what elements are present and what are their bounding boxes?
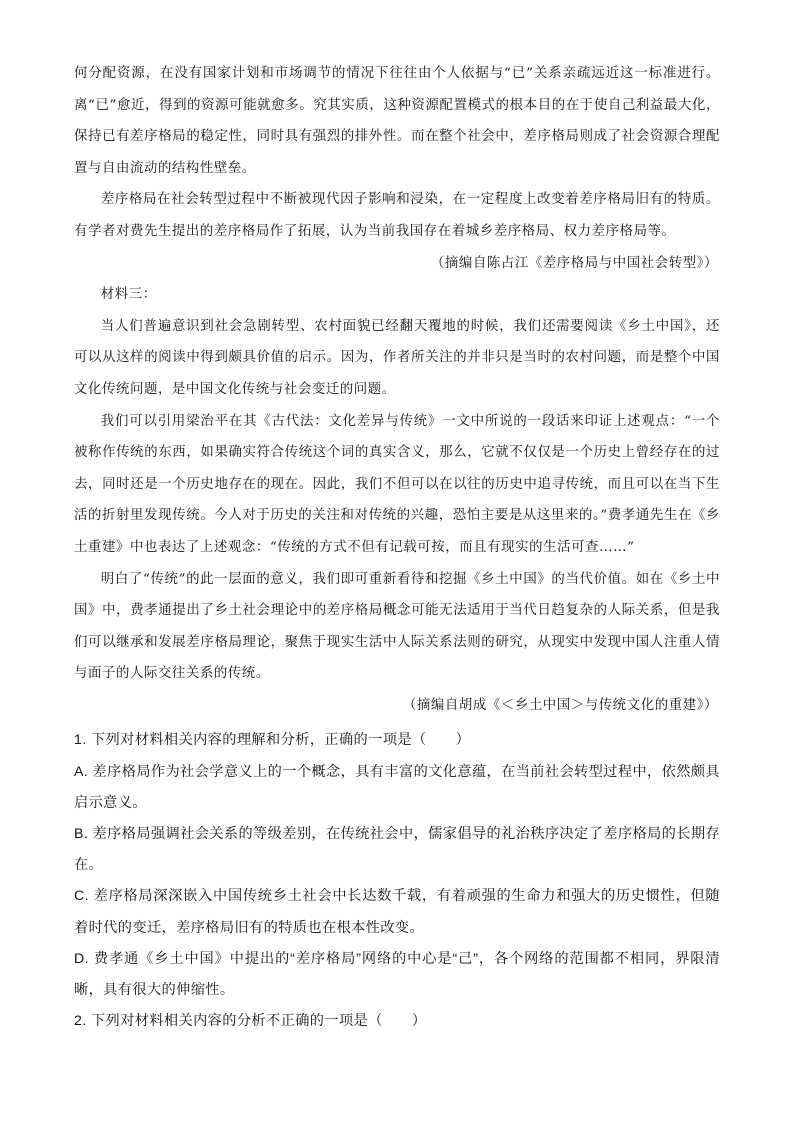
material-source: （摘编自陈占江《差序格局与中国社会转型》） bbox=[430, 255, 718, 271]
question-stem: 2. 下列对材料相关内容的分析不正确的一项是（ ） bbox=[74, 1013, 427, 1030]
material-heading: 材料三： bbox=[100, 287, 157, 303]
question-stem: 1. 下列对材料相关内容的理解和分析，正确的一项是（ ） bbox=[74, 732, 471, 749]
material-source: （摘编自胡成《＜乡土中国＞与传统文化的重建》） bbox=[402, 697, 718, 713]
reading-material bbox=[74, 58, 720, 721]
answer-option-c: C. 差序格局深深嵌入中国传统乡土社会中长达数千载，有着顽强的生命力和强大的历史惯性，但随着时代的变迁，差序格局旧有的特质也在根本性改变。 bbox=[74, 888, 720, 936]
material-paragraph: 明白了“传统”的此一层面的意义，我们即可重新看待和挖掘《乡土中国》的当代价值。如在《乡土中国》中，费孝通提出了乡土社会理论中的差序格局概念可能无法适用于当代日趋复杂的人际关系，但是我们可以继承和发展差序格局理论，聚焦于现实生活中人际关系法则的研究，从现实中发现中国人注重人情与面子的人际交往关系的传统。 bbox=[74, 571, 720, 682]
answer-option-b: B. 差序格局强调社会关系的等级差别，在传统社会中，儒家倡导的礼治秩序决定了差序格局的长期存在。 bbox=[74, 826, 720, 874]
question-section bbox=[74, 725, 720, 1037]
material-paragraph: 差序格局在社会转型过程中不断被现代因子影响和浸染，在一定程度上改变着差序格局旧有的特质。有学者对费先生提出的差序格局作了拓展，认为当前我国存在着城乡差序格局、权力差序格局等。 bbox=[74, 192, 720, 239]
answer-option-d: D. 费孝通《乡土中国》中提出的“差序格局”网络的中心是“己”，各个网络的范围都不相同，界限清晰，具有很大的伸缩性。 bbox=[74, 950, 720, 999]
material-paragraph: 何分配资源，在没有国家计划和市场调节的情况下往往由个人依据与“已”关系亲疏远近这一标准进行。离“已”愈近，得到的资源可能就愈多。究其实质，这种资源配置模式的根本目的在于使自己利益最大化，保持已有差序格局的稳定性，同时具有强烈的排外性。而在整个社会中，差序格局则成了社会资源合理配置与自由流动的结构性壁垒。 bbox=[74, 66, 720, 176]
answer-option-a: A. 差序格局作为社会学意义上的一个概念，具有丰富的文化意蕴，在当前社会转型过程中，依然颇具启示意义。 bbox=[74, 763, 720, 811]
material-paragraph: 当人们普遍意识到社会急剧转型、农村面貌已经翻天覆地的时候，我们还需要阅读《乡土中国》，还可以从这样的阅读中得到颇具价值的启示。因为，作者所关注的并非只是当时的农村问题，而是整个中国文化传统问题，是中国文化传统与社会变迁的问题。 bbox=[74, 318, 720, 397]
material-paragraph: 我们可以引用梁治平在其《古代法：文化差异与传统》一文中所说的一段话来印证上述观点：“一个被称作传统的东西，如果确实符合传统这个词的真实含义，那么，它就不仅仅是一个历史上曾经存在的过去，同时还是一个历史地存在的现在。因此，我们不但可以在以往的历史中追寻传统，而且可以在当下生活的折射里发现传统。今人对于历史的关注和对传统的兴趣，恐怕主要是从这里来的。”费孝通先生在《乡土重建》中也表达了上述观念：“传统的方式不但有记载可按，而且有现实的生活可查……” bbox=[74, 413, 720, 555]
